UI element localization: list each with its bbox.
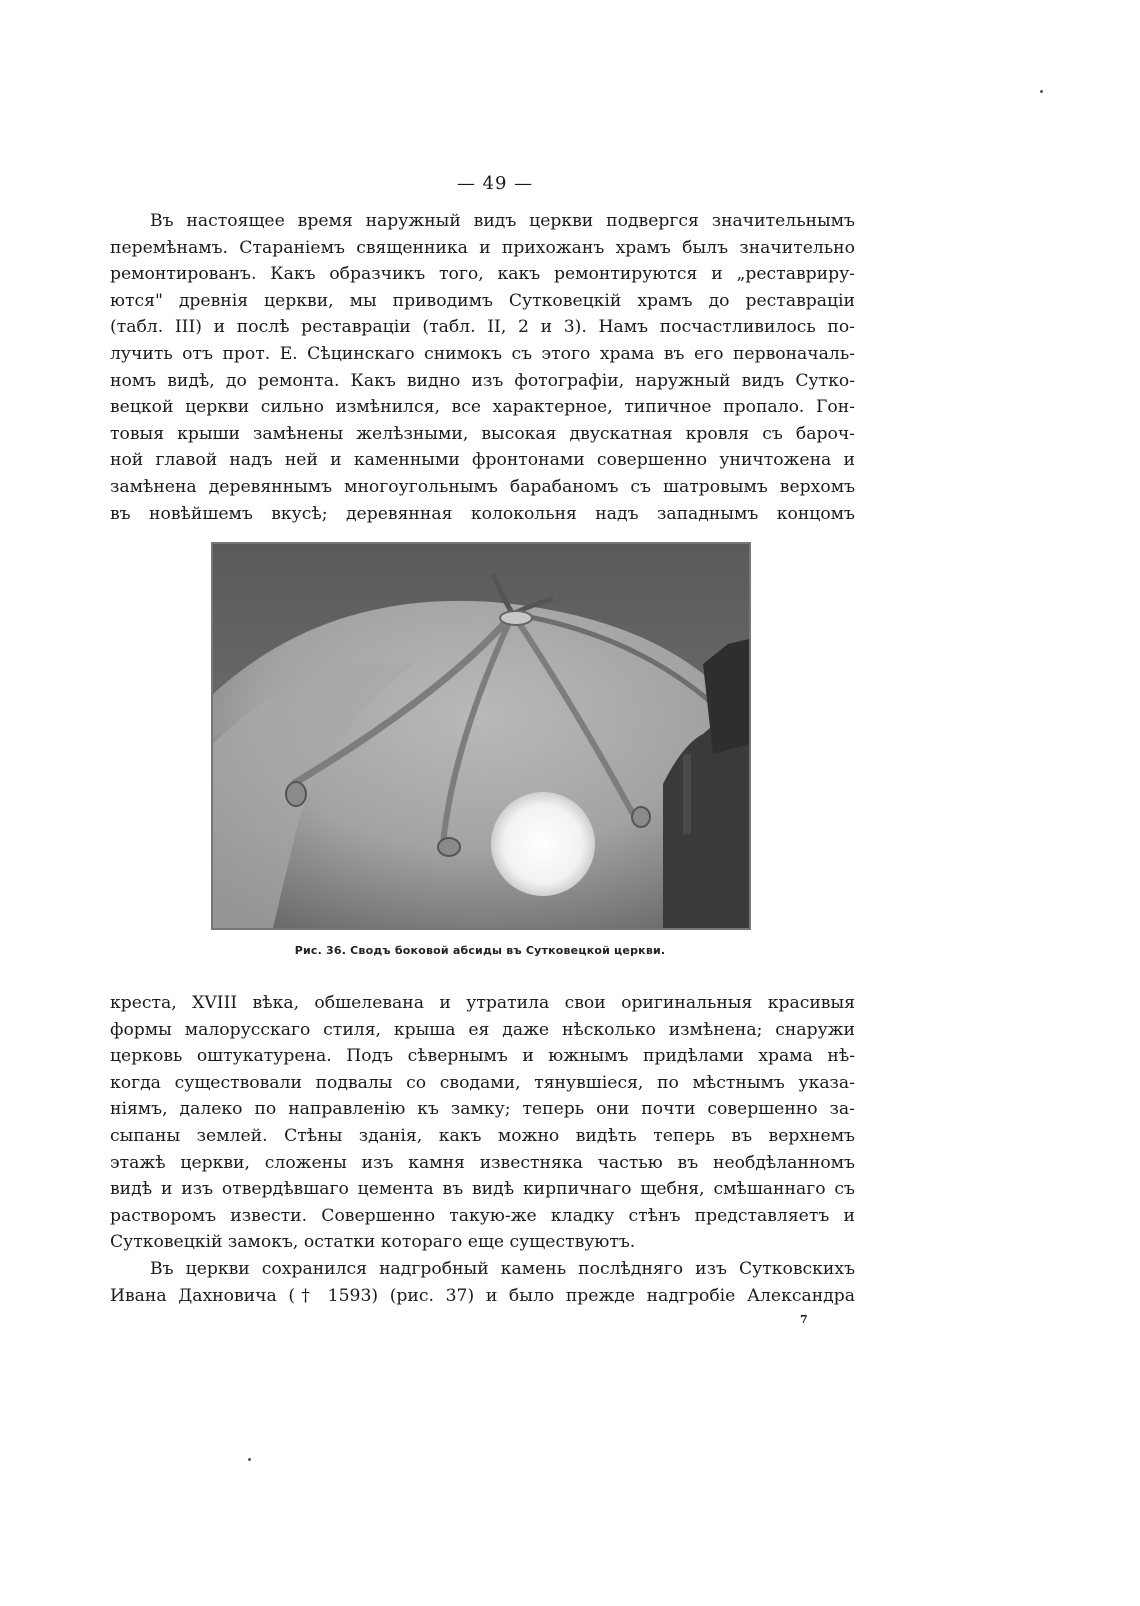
text-line: Сутковецкій замокъ, остатки котораго еще существуютъ. (110, 1232, 636, 1253)
text-line: этажѣ церкви, сложены изъ камня известняка частью въ необдѣланномъ (110, 1152, 855, 1173)
paragraph-1 (110, 208, 855, 527)
text-line: ніямъ, далеко по направленію къ замку; теперь они почти совершенно за- (110, 1099, 855, 1120)
text-line: лучить отъ прот. Е. Сѣцинскаго снимокъ съ этого храма въ его первоначаль- (110, 343, 855, 364)
scan-speck (1040, 90, 1043, 93)
text-line: ются" древнія церкви, мы приводимъ Сутковецкій храмъ до реставраціи (110, 290, 855, 311)
text-line: Въ настоящее время наружный видъ церкви подвергся значительнымъ (150, 211, 855, 231)
text-line: креста, XVIII вѣка, обшелевана и утратила свои оригинальныя красивыя (110, 993, 855, 1013)
text-line: номъ видѣ, до ремонта. Какъ видно изъ фотографіи, наружный видъ Сутко- (110, 370, 855, 391)
text-line: Ивана Дахновича († 1593) (рис. 37) и было прежде надгробіе Александра (110, 1285, 855, 1306)
text-line: ремонтированъ. Какъ образчикъ того, какъ ремонтируются и „реставриру- (110, 264, 855, 285)
figure-caption: Рис. 36. Сводъ боковой абсиды въ Сутковецкой церкви. (294, 944, 666, 957)
paragraph-3 (110, 1256, 855, 1309)
page-number: — 49 — (456, 173, 534, 194)
vault-photo-image (213, 544, 749, 928)
scan-speck (248, 1458, 251, 1461)
text-line: товыя крыши замѣнены желѣзными, высокая двускатная кровля съ бароч- (110, 423, 855, 444)
text-line: когда существовали подвалы со сводами, тянувшіеся, по мѣстнымъ указа- (110, 1072, 855, 1093)
text-line: вецкой церкви сильно измѣнился, все характерное, типичное пропало. Гон- (110, 397, 855, 418)
paragraph-2 (110, 990, 855, 1256)
text-line: (табл. III) и послѣ реставраціи (табл. II, 2 и 3). Намъ посчастливилось по- (110, 317, 855, 338)
text-line: растворомъ извести. Совершенно такую-же кладку стѣнъ представляетъ и (110, 1205, 855, 1226)
text-line: замѣнена деревяннымъ многоугольнымъ барабаномъ съ шатровымъ верхомъ (110, 476, 855, 497)
text-line: перемѣнамъ. Стараніемъ священника и прихожанъ храмъ былъ значительно (110, 237, 855, 258)
text-line: Въ церкви сохранился надгробный камень послѣдняго изъ Сутковскихъ (150, 1259, 855, 1279)
text-line: ной главой надъ ней и каменными фронтонами совершенно уничтожена и (110, 450, 855, 471)
text-line: церковь оштукатурена. Подъ сѣвернымъ и южнымъ придѣлами храма нѣ- (110, 1046, 855, 1067)
text-line: въ новѣйшемъ вкусѣ; деревянная колокольня надъ западнымъ концомъ (110, 503, 855, 524)
figure-vault-photo (211, 542, 751, 930)
sheet-signature-mark: 7 (800, 1313, 808, 1326)
text-line: сыпаны землей. Стѣны зданія, какъ можно видѣть теперь въ верхнемъ (110, 1125, 855, 1146)
text-line: видѣ и изъ отвердѣвшаго цемента въ видѣ кирпичнаго щебня, смѣшаннаго съ (110, 1179, 855, 1200)
text-line: формы малорусскаго стиля, крыша ея даже нѣсколько измѣнена; снаружи (110, 1019, 855, 1040)
